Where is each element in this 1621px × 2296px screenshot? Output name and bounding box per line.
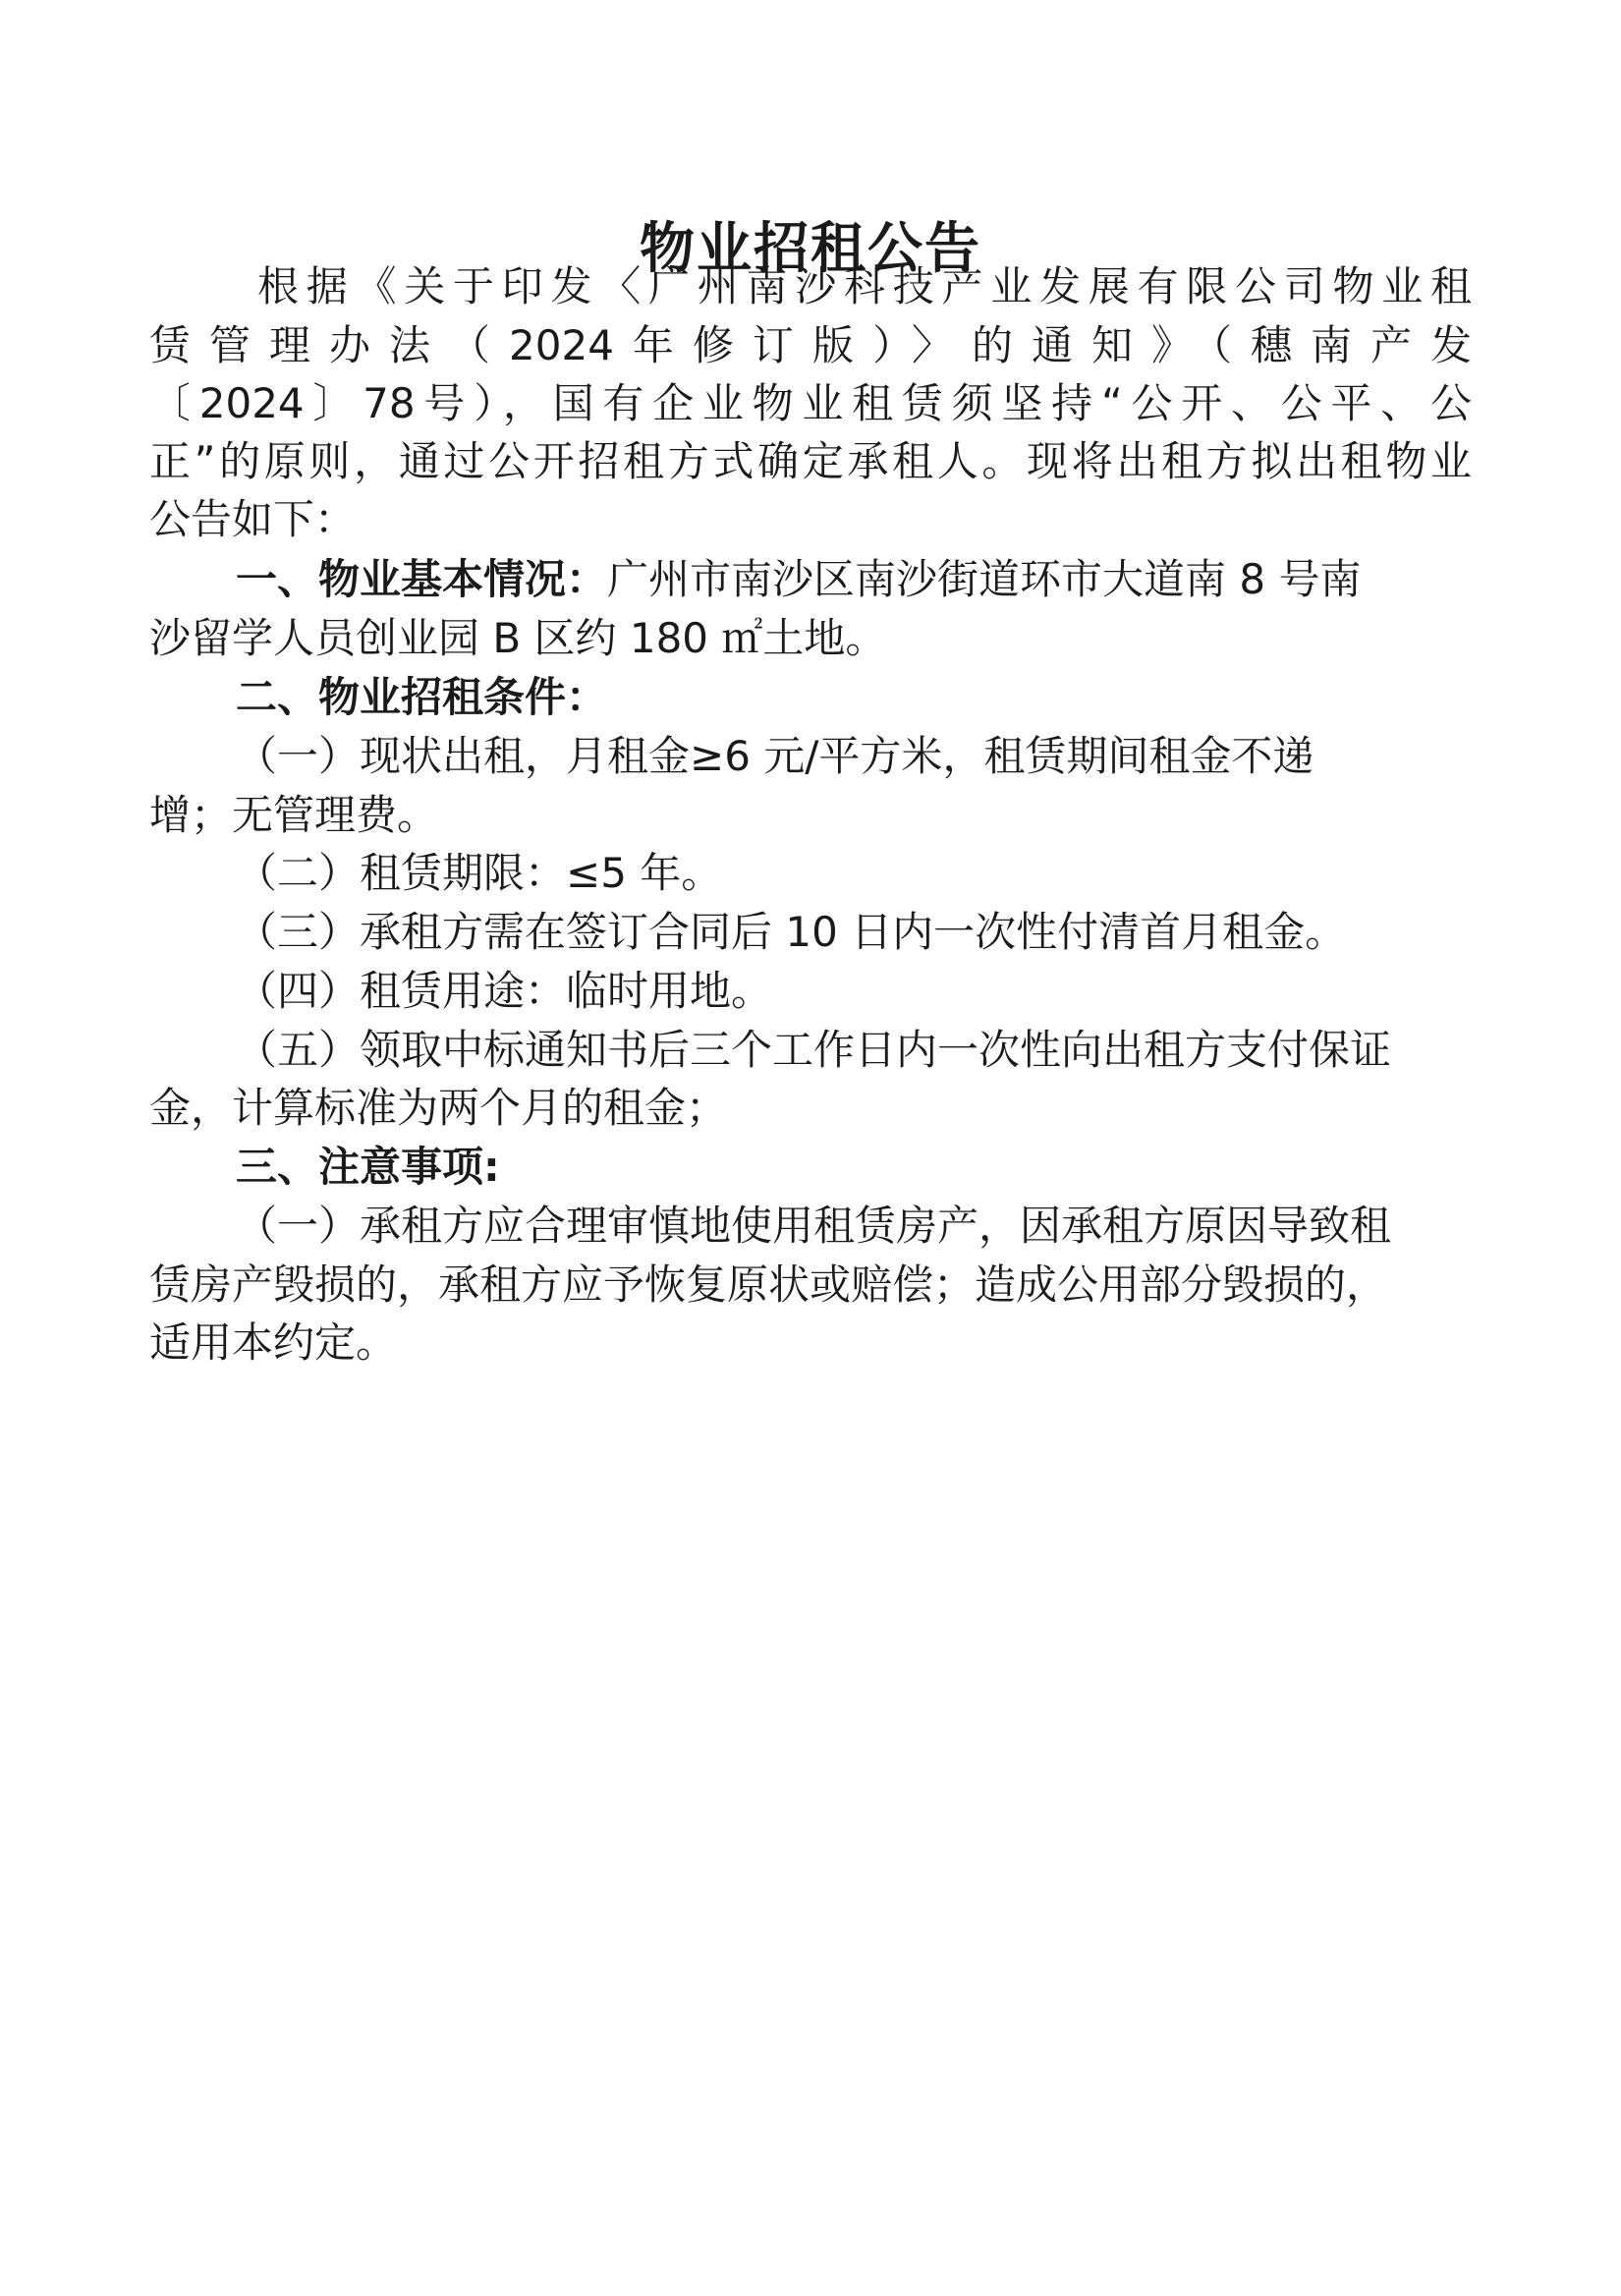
- intro-line-3: 〔2024〕78号），国有企业物业租赁须坚持“公开、公平、公: [149, 379, 1472, 427]
- section-1-heading: 一、物业基本情况：: [236, 555, 608, 603]
- section-3-item-1-line-2: 赁房产毁损的，承租方应予恢复原状或赔偿；造成公用部分毁损的，: [149, 1260, 1388, 1309]
- section-2-item-3: （三）承租方需在签订合同后 10 日内一次性付清首月租金。: [236, 908, 1347, 956]
- section-2-item-5-line-2: 金，计算标准为两个月的租金；: [149, 1084, 728, 1132]
- section-1-line-1: [236, 550, 1361, 609]
- section-2-item-1-line-1: （一）现状出租，月租金≥6 元/平方米，租赁期间租金不递: [236, 732, 1314, 780]
- section-3-item-1-line-1: （一）承租方应合理审慎地使用租赁房产，因承租方原因导致租: [236, 1202, 1392, 1250]
- section-1-line-2: 沙留学人员创业园 B 区约 180 ㎡土地。: [149, 614, 887, 662]
- section-3-heading: 三、注意事项:: [236, 1143, 500, 1191]
- section-2-item-2: （二）租赁期限：≤5 年。: [236, 849, 723, 897]
- section-1-text: 广州市南沙区南沙街道环市大道南 8 号南: [607, 555, 1362, 603]
- section-2-item-4: （四）租赁用途：临时用地。: [236, 967, 773, 1015]
- section-2-heading: 二、物业招租条件：: [236, 673, 608, 721]
- section-2-item-5-line-1: （五）领取中标通知书后三个工作日内一次性向出租方支付保证: [236, 1026, 1392, 1074]
- intro-line-4: 正”的原则，通过公开招租方式确定承租人。现将出租方拟出租物业: [149, 437, 1472, 485]
- intro-line-1: 根据《关于印发〈广州南沙科技产业发展有限公司物业租: [257, 262, 1472, 310]
- document-title: 物业招租公告: [640, 217, 981, 281]
- intro-line-2: 赁管理办法（2024年修订版）〉的通知》（穗南产发: [149, 321, 1472, 369]
- section-3-item-1-line-3: 适用本约定。: [149, 1318, 398, 1367]
- intro-line-5: 公告如下：: [149, 495, 357, 543]
- section-2-item-1-line-2: 增；无管理费。: [149, 791, 439, 839]
